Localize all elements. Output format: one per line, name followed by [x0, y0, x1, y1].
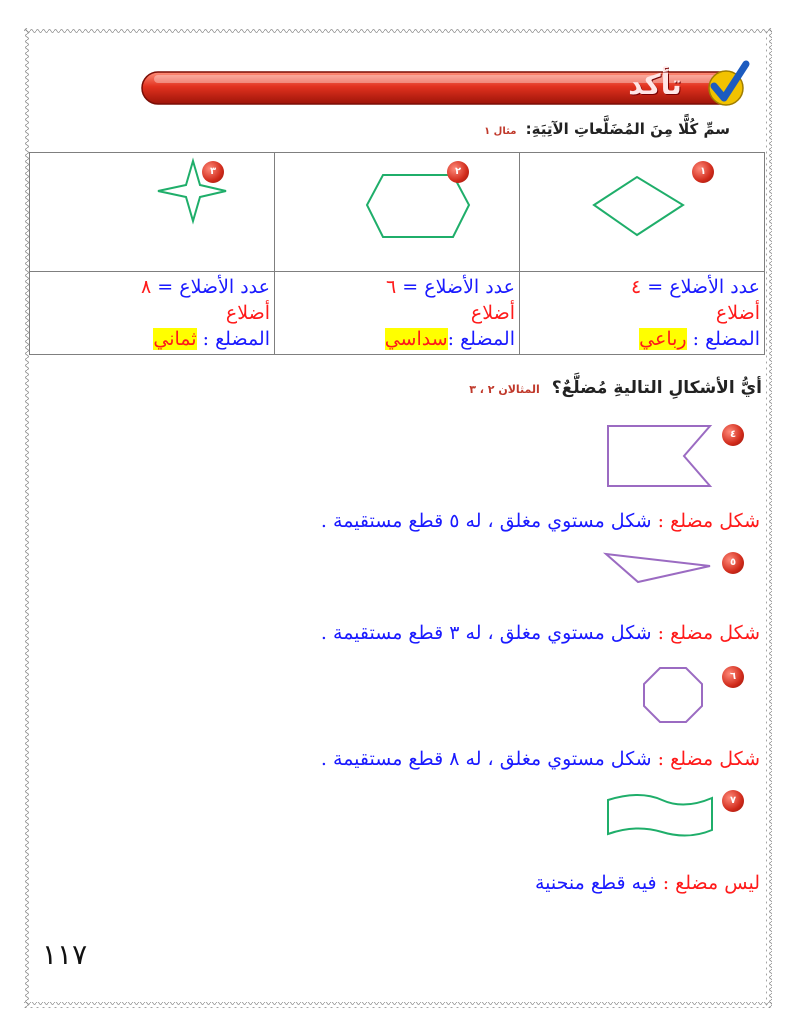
answer-description: شكل مستوي مغلق ، له ٥ قطع مستقيمة . — [320, 510, 652, 532]
polygon-table — [29, 152, 765, 355]
answer-description: شكل مستوي مغلق ، له ٨ قطع مستقيمة . — [320, 748, 652, 770]
answer-label: شكل مضلع : — [657, 748, 760, 770]
number-badge: ٢ — [447, 161, 469, 183]
polygon-label: المضلع : — [202, 328, 270, 350]
number-badge: ٤ — [722, 424, 744, 446]
shape-cell-2 — [275, 153, 520, 272]
checkmark-icon — [700, 58, 752, 108]
answer-line-7 — [535, 872, 760, 894]
answer-label: ليس مضلع : — [662, 872, 760, 894]
answer-line-5 — [321, 622, 760, 644]
answer-description: فيه قطع منحنية — [534, 872, 657, 894]
hexagon-shape — [275, 153, 519, 267]
answer-description: شكل مستوي مغلق ، له ٣ قطع مستقيمة . — [320, 622, 652, 644]
sides-value: ٨ — [141, 276, 152, 298]
rhombus-shape — [520, 153, 764, 267]
answer-line-4 — [321, 510, 760, 532]
star-octagon-shape — [30, 153, 274, 267]
sides-label: عدد الأضلاع = — [647, 276, 760, 298]
sides-value: ٤ — [631, 276, 642, 298]
instruction-reference: مثال ١ — [484, 126, 517, 137]
sides-label: عدد الأضلاع = — [402, 276, 515, 298]
number-badge: ٧ — [722, 790, 744, 812]
answer-label: شكل مضلع : — [657, 622, 760, 644]
polygon-name: ثماني — [153, 328, 197, 350]
polygon-name: سداسي — [384, 328, 448, 350]
instruction — [484, 120, 730, 138]
answer-cell-3 — [30, 272, 275, 355]
instruction-text: سمِّ كُلًّا مِنَ المُضَلَّعاتِ الآتِيَةِ: — [525, 120, 730, 138]
sides-word: أضلاع — [715, 302, 760, 324]
sides-word: أضلاع — [225, 302, 270, 324]
number-badge: ٦ — [722, 666, 744, 688]
answer-cell-1 — [520, 272, 765, 355]
question-text: أيُّ الأشكالِ التاليةِ مُضلَّعٌ؟ — [551, 378, 762, 398]
answer-label: شكل مضلع : — [657, 510, 760, 532]
question-heading — [469, 378, 762, 398]
answer-line-6 — [321, 748, 760, 770]
number-badge: ٣ — [202, 161, 224, 183]
question-reference: المثالان ٢ ، ٣ — [469, 383, 540, 396]
section-title: تأكد — [628, 68, 682, 101]
sides-value: ٦ — [386, 276, 397, 298]
answer-cell-2 — [275, 272, 520, 355]
page-number: ١١٧ — [42, 938, 88, 971]
shape-cell-1 — [520, 153, 765, 272]
number-badge: ١ — [692, 161, 714, 183]
sides-label: عدد الأضلاع = — [157, 276, 270, 298]
number-badge: ٥ — [722, 552, 744, 574]
sides-word: أضلاع — [470, 302, 515, 324]
polygon-label: المضلع : — [692, 328, 760, 350]
polygon-label: المضلع : — [447, 328, 515, 350]
polygon-name: رباعي — [639, 328, 687, 350]
shape-cell-3 — [30, 153, 275, 272]
